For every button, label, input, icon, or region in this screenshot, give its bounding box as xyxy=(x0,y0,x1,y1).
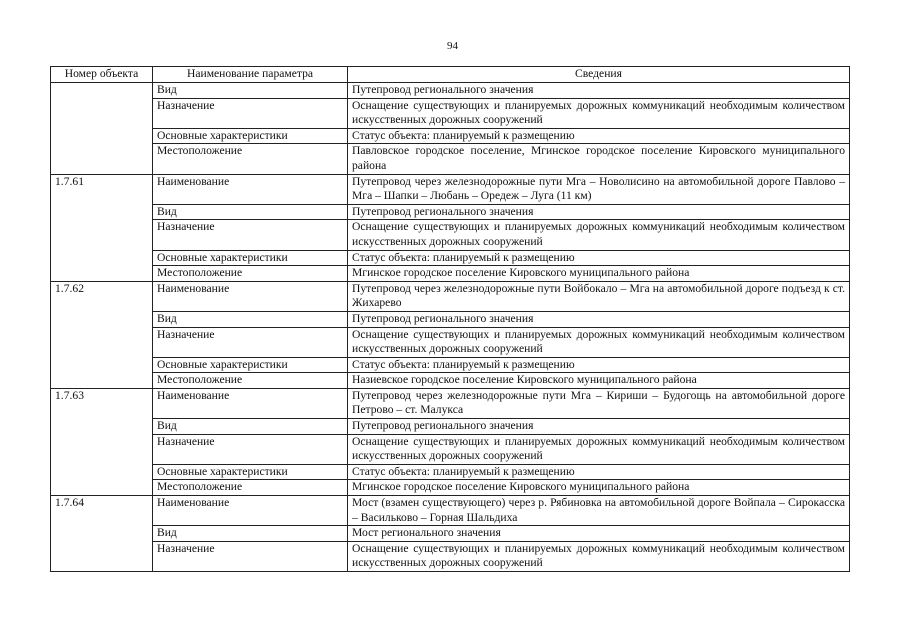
parameter-name-cell: Основные характеристики xyxy=(153,250,348,266)
object-number-cell: 1.7.61 xyxy=(51,174,153,281)
column-header-parameter: Наименование параметра xyxy=(153,67,348,83)
object-number-cell: 1.7.63 xyxy=(51,388,153,495)
table-row xyxy=(51,266,850,282)
parameter-value-cell: Путепровод регионального значения xyxy=(348,204,850,220)
table-row xyxy=(51,327,850,357)
parameter-value-cell: Оснащение существующих и планируемых дорожных коммуникаций необходимым количеством искусственных дорожных сооружений xyxy=(348,98,850,128)
parameter-value-cell: Статус объекта: планируемый к размещению xyxy=(348,357,850,373)
parameter-value-cell: Мгинское городское поселение Кировского муниципального района xyxy=(348,480,850,496)
parameter-name-cell: Местоположение xyxy=(153,480,348,496)
table-row xyxy=(51,144,850,174)
parameter-value-cell: Назиевское городское поселение Кировского муниципального района xyxy=(348,373,850,389)
parameter-name-cell: Наименование xyxy=(153,174,348,204)
parameter-name-cell: Вид xyxy=(153,83,348,99)
parameter-name-cell: Основные характеристики xyxy=(153,464,348,480)
parameter-value-cell: Мгинское городское поселение Кировского муниципального района xyxy=(348,266,850,282)
table-row xyxy=(51,388,850,418)
table-row xyxy=(51,541,850,571)
parameter-name-cell: Основные характеристики xyxy=(153,357,348,373)
parameter-name-cell: Назначение xyxy=(153,220,348,250)
table-row xyxy=(51,434,850,464)
column-header-number: Номер объекта xyxy=(51,67,153,83)
parameter-name-cell: Местоположение xyxy=(153,144,348,174)
parameter-value-cell: Путепровод через железнодорожные пути Мга – Новолисино на автомобильной дороге Павлово – Мга – Шапки – Любань – Оредеж – Луга (11 км) xyxy=(348,174,850,204)
parameter-name-cell: Назначение xyxy=(153,98,348,128)
object-number-cell: 1.7.64 xyxy=(51,496,153,572)
parameter-value-cell: Путепровод регионального значения xyxy=(348,83,850,99)
table-row xyxy=(51,98,850,128)
table-row xyxy=(51,250,850,266)
parameter-value-cell: Оснащение существующих и планируемых дорожных коммуникаций необходимым количеством искусственных дорожных сооружений xyxy=(348,327,850,357)
table-row xyxy=(51,419,850,435)
parameter-name-cell: Наименование xyxy=(153,496,348,526)
parameter-value-cell: Статус объекта: планируемый к размещению xyxy=(348,128,850,144)
parameter-name-cell: Назначение xyxy=(153,541,348,571)
parameter-value-cell: Статус объекта: планируемый к размещению xyxy=(348,464,850,480)
parameter-value-cell: Путепровод регионального значения xyxy=(348,311,850,327)
parameter-value-cell: Мост (взамен существующего) через р. Рябиновка на автомобильной дороге Войпала – Сирокасска – Васильково – Горная Шальдиха xyxy=(348,496,850,526)
parameter-name-cell: Вид xyxy=(153,204,348,220)
objects-table xyxy=(50,66,850,572)
column-header-details: Сведения xyxy=(348,67,850,83)
parameter-name-cell: Назначение xyxy=(153,327,348,357)
object-number-cell: 1.7.62 xyxy=(51,281,153,388)
parameter-value-cell: Мост регионального значения xyxy=(348,526,850,542)
table-row xyxy=(51,204,850,220)
table-row xyxy=(51,480,850,496)
table-row xyxy=(51,357,850,373)
parameter-value-cell: Путепровод через железнодорожные пути Мга – Кириши – Будогощь на автомобильной дороге Петрово – ст. Малукса xyxy=(348,388,850,418)
table-row xyxy=(51,526,850,542)
parameter-value-cell: Статус объекта: планируемый к размещению xyxy=(348,250,850,266)
object-number-cell xyxy=(51,83,153,175)
table-row xyxy=(51,83,850,99)
table-body xyxy=(51,83,850,572)
parameter-name-cell: Местоположение xyxy=(153,373,348,389)
parameter-name-cell: Вид xyxy=(153,526,348,542)
parameter-name-cell: Вид xyxy=(153,311,348,327)
table-row xyxy=(51,496,850,526)
parameter-value-cell: Путепровод через железнодорожные пути Войбокало – Мга на автомобильной дороге подъезд к ст. Жихарево xyxy=(348,281,850,311)
parameter-value-cell: Оснащение существующих и планируемых дорожных коммуникаций необходимым количеством искусственных дорожных сооружений xyxy=(348,541,850,571)
table-row xyxy=(51,311,850,327)
parameter-name-cell: Наименование xyxy=(153,388,348,418)
parameter-name-cell: Наименование xyxy=(153,281,348,311)
parameter-name-cell: Назначение xyxy=(153,434,348,464)
table-row xyxy=(51,464,850,480)
table-row xyxy=(51,128,850,144)
table-row xyxy=(51,220,850,250)
table-header xyxy=(51,67,850,83)
header-row xyxy=(51,67,850,83)
parameter-value-cell: Путепровод регионального значения xyxy=(348,419,850,435)
page-number: 94 xyxy=(447,40,458,52)
parameter-value-cell: Оснащение существующих и планируемых дорожных коммуникаций необходимым количеством искусственных дорожных сооружений xyxy=(348,434,850,464)
table-row xyxy=(51,174,850,204)
table-row xyxy=(51,281,850,311)
table-row xyxy=(51,373,850,389)
parameter-value-cell: Оснащение существующих и планируемых дорожных коммуникаций необходимым количеством искусственных дорожных сооружений xyxy=(348,220,850,250)
parameter-name-cell: Основные характеристики xyxy=(153,128,348,144)
parameter-name-cell: Вид xyxy=(153,419,348,435)
parameter-value-cell: Павловское городское поселение, Мгинское городское поселение Кировского муниципального района xyxy=(348,144,850,174)
parameter-name-cell: Местоположение xyxy=(153,266,348,282)
